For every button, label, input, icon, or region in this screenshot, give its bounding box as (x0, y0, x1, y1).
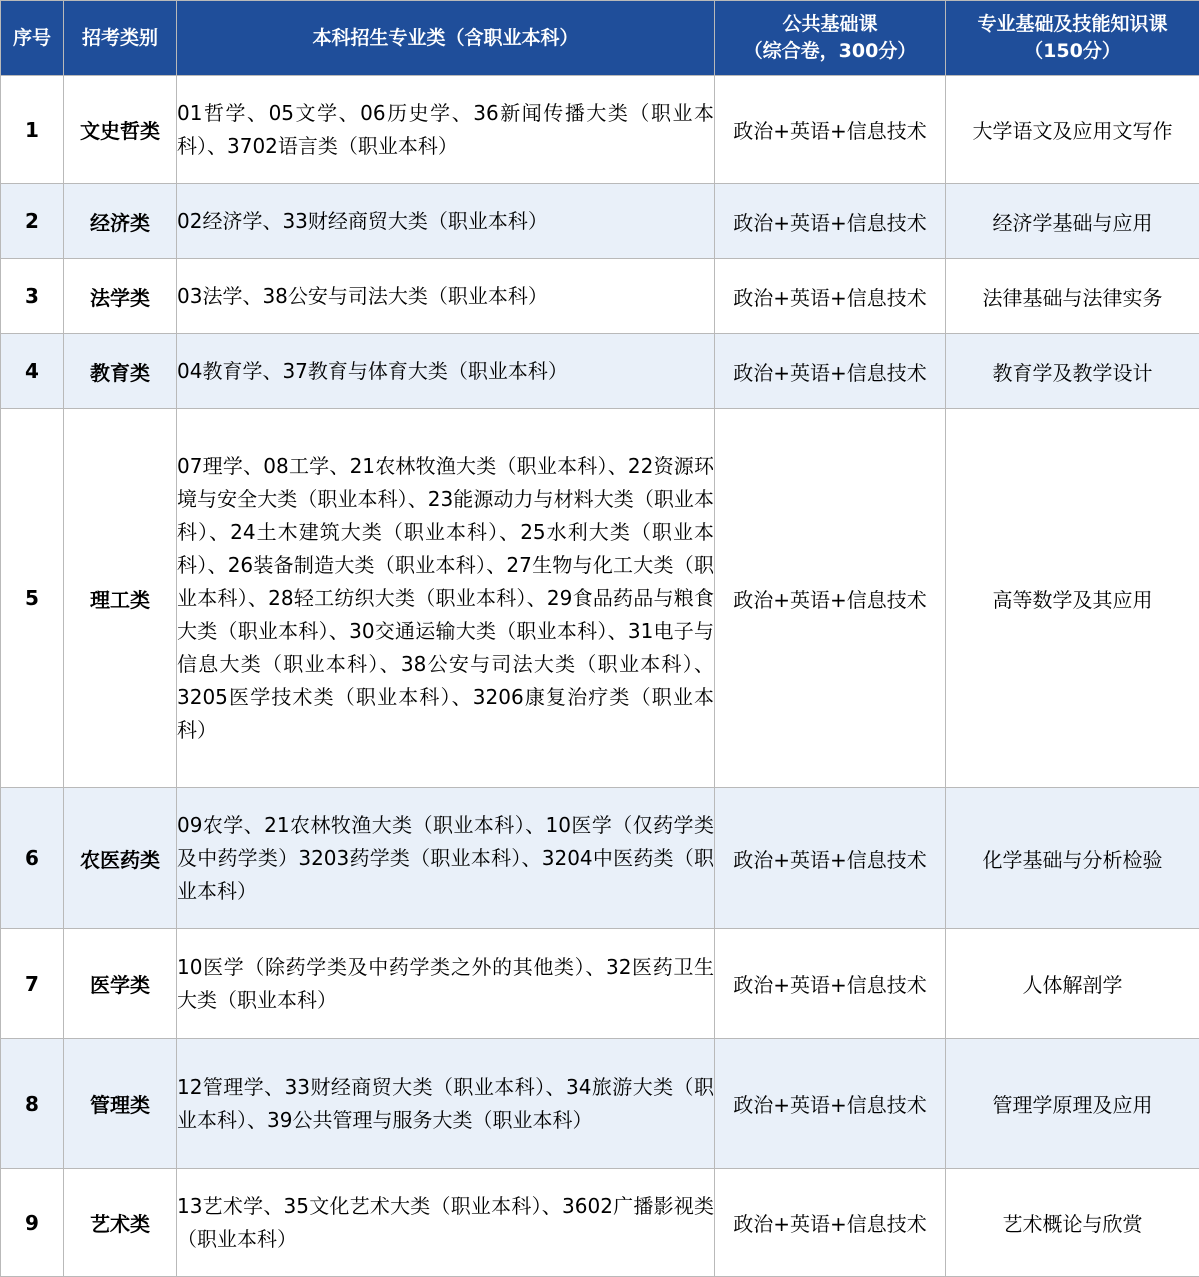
header-majors: 本科招生专业类（含职业本科） (177, 1, 715, 76)
row-index: 8 (1, 1039, 64, 1169)
row-index: 4 (1, 334, 64, 409)
row-category: 医学类 (64, 929, 177, 1039)
row-public-course: 政治+英语+信息技术 (715, 1039, 946, 1169)
row-professional-course: 管理学原理及应用 (946, 1039, 1199, 1169)
row-category: 管理类 (64, 1039, 177, 1169)
row-category: 农医药类 (64, 788, 177, 929)
row-majors: 02经济学、33财经商贸大类（职业本科） (177, 184, 715, 259)
table-row (1, 1039, 1199, 1169)
row-index: 3 (1, 259, 64, 334)
row-public-course: 政治+英语+信息技术 (715, 259, 946, 334)
header-professional-course-line2: （150分） (946, 38, 1199, 65)
table-row (1, 76, 1199, 184)
row-majors: 04教育学、37教育与体育大类（职业本科） (177, 334, 715, 409)
header-professional-course (946, 1, 1199, 76)
header-index: 序号 (1, 1, 64, 76)
table-row (1, 788, 1199, 929)
table-body (1, 76, 1199, 1277)
row-category: 法学类 (64, 259, 177, 334)
row-professional-course: 人体解剖学 (946, 929, 1199, 1039)
row-professional-course: 法律基础与法律实务 (946, 259, 1199, 334)
table-row (1, 929, 1199, 1039)
row-majors: 10医学（除药学类及中药学类之外的其他类）、32医药卫生大类（职业本科） (177, 929, 715, 1039)
header-public-course-line1: 公共基础课 (715, 11, 945, 38)
row-majors: 12管理学、33财经商贸大类（职业本科）、34旅游大类（职业本科）、39公共管理与服务大类（职业本科） (177, 1039, 715, 1169)
row-professional-course: 教育学及教学设计 (946, 334, 1199, 409)
row-professional-course: 艺术概论与欣赏 (946, 1169, 1199, 1277)
row-category: 教育类 (64, 334, 177, 409)
row-category: 理工类 (64, 409, 177, 788)
row-professional-course: 经济学基础与应用 (946, 184, 1199, 259)
row-public-course: 政治+英语+信息技术 (715, 76, 946, 184)
row-public-course: 政治+英语+信息技术 (715, 788, 946, 929)
row-majors: 13艺术学、35文化艺术大类（职业本科）、3602广播影视类（职业本科） (177, 1169, 715, 1277)
row-category: 艺术类 (64, 1169, 177, 1277)
row-public-course: 政治+英语+信息技术 (715, 929, 946, 1039)
row-index: 6 (1, 788, 64, 929)
row-majors: 03法学、38公安与司法大类（职业本科） (177, 259, 715, 334)
table-row (1, 1169, 1199, 1277)
row-index: 9 (1, 1169, 64, 1277)
table-row (1, 409, 1199, 788)
table-row (1, 334, 1199, 409)
row-index: 1 (1, 76, 64, 184)
table-header (1, 1, 1199, 76)
row-public-course: 政治+英语+信息技术 (715, 184, 946, 259)
row-majors: 01哲学、05文学、06历史学、36新闻传播大类（职业本科）、3702语言类（职业本科） (177, 76, 715, 184)
row-public-course: 政治+英语+信息技术 (715, 409, 946, 788)
row-index: 2 (1, 184, 64, 259)
row-index: 5 (1, 409, 64, 788)
row-index: 7 (1, 929, 64, 1039)
table-row (1, 184, 1199, 259)
header-public-course (715, 1, 946, 76)
row-category: 文史哲类 (64, 76, 177, 184)
header-row (1, 1, 1199, 76)
header-professional-course-line1: 专业基础及技能知识课 (946, 11, 1199, 38)
row-public-course: 政治+英语+信息技术 (715, 1169, 946, 1277)
row-professional-course: 大学语文及应用文写作 (946, 76, 1199, 184)
header-public-course-line2: （综合卷，300分） (715, 38, 945, 65)
table-row (1, 259, 1199, 334)
row-professional-course: 化学基础与分析检验 (946, 788, 1199, 929)
row-category: 经济类 (64, 184, 177, 259)
row-majors: 07理学、08工学、21农林牧渔大类（职业本科）、22资源环境与安全大类（职业本科）、23能源动力与材料大类（职业本科）、24土木建筑大类（职业本科）、25水利大类（职业本科）、26装备制造大类（职业本科）、27生物与化工大类（职业本科）、28轻工纺织大类（职业本科）、29食品药品与粮食大类（职业本科）、30交通运输大类（职业本科）、31电子与信息大类（职业本科）、38公安与司法大类（职业本科）、3205医学技术类（职业本科）、3206康复治疗类（职业本科） (177, 409, 715, 788)
row-majors: 09农学、21农林牧渔大类（职业本科）、10医学（仅药学类及中药学类）3203药学类（职业本科）、3204中医药类（职业本科） (177, 788, 715, 929)
row-public-course: 政治+英语+信息技术 (715, 334, 946, 409)
row-professional-course: 高等数学及其应用 (946, 409, 1199, 788)
header-category: 招考类别 (64, 1, 177, 76)
